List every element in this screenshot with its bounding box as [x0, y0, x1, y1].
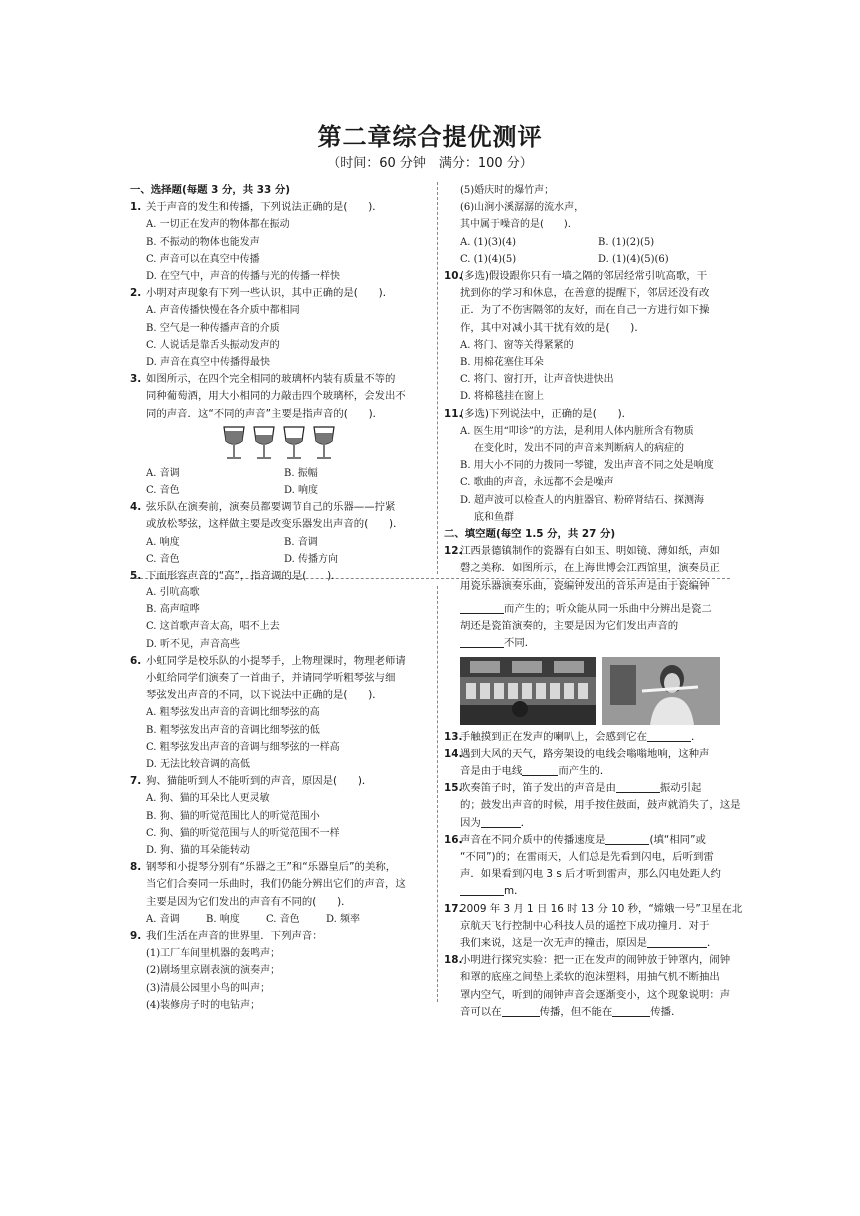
option-c: C. 将门、窗打开，让声音快进快出 — [460, 374, 614, 386]
option-d: D. 狗、猫的耳朵能转动 — [146, 845, 251, 857]
q9-item-3: (3)清晨公园里小鸟的叫声； — [146, 982, 271, 994]
question-stem: 小明对声现象有下列一些认识，其中正确的是( )． — [146, 287, 394, 300]
right-column-bottom — [444, 601, 744, 1021]
question-stem-line: 琴弦发出声音的不同，以下说法中正确的是( )． — [146, 689, 383, 702]
answer-blank[interactable] — [522, 763, 558, 776]
option-b: B. 不振动的物体也能发声 — [146, 236, 260, 248]
option-c: C. 音色 — [266, 913, 300, 925]
q15-tail: ． — [520, 816, 532, 829]
question-number: 13. — [444, 730, 463, 743]
option-c: C. 人说话是靠舌头振动发声的 — [146, 339, 280, 351]
option-d: D. 无法比较音调的高低 — [146, 759, 251, 771]
question-number: 6. — [130, 654, 142, 667]
question-stem-line: 同的声音．这“不同的声音”主要是指声音的( )． — [146, 407, 384, 420]
question-stem-line: 同种葡萄酒，用大小相同的力敲击四个玻璃杯，会发出不 — [146, 390, 406, 403]
flute-player-photo-icon — [602, 657, 720, 725]
question-number: 17. — [444, 902, 463, 915]
column-divider-bottom — [437, 586, 438, 1002]
q9-item-4: (4)装修房子时的电钻声； — [146, 999, 261, 1011]
option-c: C. 这首歌声音太高，唱不上去 — [146, 621, 280, 633]
q15-text-b: 振动引起 — [659, 782, 702, 795]
question-6 — [130, 653, 430, 705]
question-4 — [130, 499, 430, 533]
question-5 — [130, 568, 430, 585]
question-number: 10. — [444, 270, 463, 283]
wine-glasses-figure — [130, 425, 430, 463]
question-7 — [130, 773, 430, 790]
q12-line-5: 胡还是瓷笛演奏的，主要是因为它们发出声音的 — [460, 620, 679, 633]
option-d: D. 声音在真空中传播得最快 — [146, 357, 271, 369]
question-stem-line — [460, 883, 744, 900]
q15-text: 吹奏笛子时，笛子发出的声音是由 — [460, 782, 616, 795]
option-b: B. 用大小不同的力拨同一琴键，发出声音不同之处是响度 — [460, 460, 714, 472]
answer-blank[interactable] — [481, 815, 521, 828]
q16-tail: m． — [504, 885, 525, 898]
question-stem — [460, 729, 744, 746]
question-stem-line: 江西景德镇制作的瓷器有白如玉、明如镜、薄如纸，声如 — [460, 545, 720, 558]
option-b: B. 响度 — [206, 913, 240, 925]
question-number: 16. — [444, 833, 463, 846]
question-stem-line: 遇到大风的天气，路旁架设的电线会嗡嗡地响，这种声 — [460, 747, 710, 760]
question-number: 3. — [130, 373, 142, 386]
question-stem-line: 小虹给同学们演奏了一首曲子，并请同学听粗琴弦与细 — [146, 672, 396, 685]
q18-mid: 传播，但不能在 — [539, 1005, 613, 1018]
left-column-bottom — [130, 584, 430, 1014]
question-1 — [130, 199, 430, 216]
question-stem-line: (多选)假设跟你只有一墙之隔的邻居经常引吭高歌，干 — [460, 270, 708, 283]
option-c: C. 音色 — [146, 553, 180, 565]
q17-text: 我们来说，这是一次无声的撞击，原因是 — [460, 937, 648, 950]
option-b: B. 狗、猫的听觉范围比人的听觉范围小 — [146, 810, 320, 822]
q18-tail: 传播． — [650, 1005, 682, 1018]
question-stem-line: 罩内空气，听到的闹钟声音会逐渐变小，这个现象说明：声 — [460, 988, 731, 1001]
q12-text: 不同． — [504, 637, 536, 650]
porcelain-instruments-photo — [460, 657, 744, 725]
option-d: D. 响度 — [284, 485, 319, 497]
option-d: D. 传播方向 — [284, 553, 339, 565]
question-stem-line: 或放松琴弦，这样做主要是改变乐器发出声音的( )． — [146, 518, 404, 531]
question-16 — [444, 832, 744, 901]
option-d: D. 听不见，声音高些 — [146, 638, 241, 650]
option-a: A. 响度 — [146, 536, 180, 548]
question-stem-line: 的；鼓发出声音的时候，用手按住鼓面，鼓声就消失了，这是 — [460, 799, 741, 812]
question-stem-line: 当它们合奏同一乐曲时，我们仍能分辨出它们的声音，这 — [146, 878, 406, 891]
question-stem-line: 主要是因为它们发出的声音有不同的( )． — [146, 895, 352, 908]
question-stem-line: 2009 年 3 月 1 日 16 时 13 分 10 秒，“嫦娥一号”卫星在北 — [460, 902, 743, 915]
options-row — [444, 234, 744, 251]
question-3 — [130, 371, 430, 423]
chime-photo-icon — [460, 657, 596, 725]
q14-tail: 而产生的． — [558, 765, 611, 778]
option-a: A. 音调 — [146, 467, 180, 479]
question-stem: 关于声音的发生和传播，下列说法正确的是( )． — [146, 201, 383, 214]
option-a-cont: 在变化时，发出不同的声音来判断病人的病症的 — [474, 443, 684, 455]
q12-line-4 — [444, 601, 744, 618]
question-2 — [130, 285, 430, 302]
question-18 — [444, 952, 744, 1021]
question-number: 2. — [130, 287, 142, 300]
question-number: 4. — [130, 501, 142, 514]
question-number: 18. — [444, 954, 463, 967]
question-number: 9. — [130, 930, 142, 943]
option-b: B. (1)(2)(5) — [598, 236, 655, 248]
q16-text-b: (填“相同”或 — [649, 833, 706, 846]
q13-text: 手触摸到正在发声的喇叭上，会感到它在 — [460, 730, 648, 743]
q12-text: 而产生的；听众能从同一乐曲中分辨出是瓷二 — [504, 603, 712, 615]
section-heading-choice: 一、选择题(每题 3 分，共 33 分) — [130, 184, 290, 196]
question-stem-line — [460, 1004, 744, 1021]
option-a: A. 医生用“叩诊”的方法，是利用人体内脏所含有物质 — [460, 425, 694, 437]
answer-blank[interactable] — [502, 1004, 540, 1017]
q9-item-5: (5)婚庆时的爆竹声； — [460, 185, 555, 196]
question-stem-line: 作，其中对减小其干扰有效的是( )． — [460, 321, 645, 334]
question-stem-line: 如图所示，在四个完全相同的玻璃杯内装有质量不等的 — [146, 373, 396, 386]
q9-ask: 其中属于噪音的是( )． — [460, 219, 578, 231]
option-a: A. 粗琴弦发出声音的音调比细琴弦的高 — [146, 707, 320, 719]
question-stem-line: 小虹同学是校乐队的小提琴手，上物理课时，物理老师请 — [146, 654, 406, 667]
q17-tail: ． — [707, 937, 718, 950]
question-13 — [444, 729, 744, 746]
page-title: 第二章综合提优测评 — [317, 123, 543, 151]
question-11 — [444, 406, 744, 423]
section-heading-fill: 二、填空题(每空 1.5 分，共 27 分) — [444, 528, 616, 541]
option-d: D. 超声波可以检查人的内脏器官、粉碎肾结石、探测海 — [460, 494, 705, 506]
question-number: 1. — [130, 201, 142, 214]
question-15 — [444, 780, 744, 832]
answer-blank[interactable] — [616, 780, 660, 793]
options-row — [130, 482, 430, 499]
page-subtitle: （时间：60 分钟 满分：100 分） — [327, 156, 533, 171]
option-a: A. 引吭高歌 — [146, 587, 200, 598]
option-a: A. 狗、猫的耳朵比人更灵敏 — [146, 793, 270, 805]
q9-item-2: (2)剧场里京剧表演的演奏声； — [146, 965, 281, 977]
q9-item-6: (6)山涧小溪潺潺的流水声， — [460, 202, 585, 214]
question-stem-line: 用瓷乐器演奏乐曲，瓷编钟发出的音乐声是由于瓷编钟 — [460, 579, 710, 592]
q16-text: 声音在不同介质中的传播速度是 — [460, 833, 606, 846]
question-stem: 下面形容声音的“高”，指音调的是( )． — [146, 570, 342, 583]
question-stem: 狗、猫能听到人不能听到的声音，原因是( )． — [146, 775, 373, 788]
q13-tail: ． — [691, 730, 702, 743]
option-c: C. 音色 — [146, 485, 180, 497]
question-stem-line — [460, 780, 744, 797]
option-b: B. 音调 — [284, 536, 318, 548]
option-a: A. 音调 — [146, 913, 180, 925]
question-12 — [444, 543, 744, 595]
answer-blank[interactable] — [647, 729, 691, 742]
question-stem-line: 京航天飞行控制中心科技人员的遥控下成功撞月．对于 — [460, 919, 710, 932]
question-stem-line: 扰到你的学习和休息，在善意的提醒下，邻居还没有改 — [460, 287, 710, 300]
q12-line-6 — [444, 635, 744, 652]
option-d-cont: 底和鱼群 — [474, 511, 514, 523]
option-d: D. 将棉毯挂在窗上 — [460, 391, 545, 403]
option-d: D. 在空气中，声音的传播与光的传播一样快 — [146, 271, 341, 283]
question-stem-line: 声．如果看到闪电 3 s 后才听到雷声，那么闪电处距人约 — [460, 868, 721, 881]
question-stem-line: 小明进行探究实验：把一正在发声的闹钟放于钟罩内，闹钟 — [460, 954, 731, 967]
question-number: 5. — [130, 570, 142, 583]
option-b: B. 粗琴弦发出声音的音调比细琴弦的低 — [146, 724, 320, 736]
question-stem-line: 钢琴和小提琴分别有“乐器之王”和“乐器皇后”的美称， — [146, 861, 397, 874]
option-b: B. 高声喧哗 — [146, 604, 200, 616]
answer-blank[interactable] — [647, 935, 707, 948]
column-divider-top — [437, 182, 438, 574]
option-a: A. 声音传播快慢在各介质中都相同 — [146, 305, 300, 317]
wine-glasses-icon — [220, 425, 340, 463]
question-number: 12. — [444, 545, 463, 558]
question-stem-line: 弦乐队在演奏前，演奏员都要调节自己的乐器——拧紧 — [146, 501, 396, 514]
question-10 — [444, 268, 744, 337]
option-c: C. 粗琴弦发出声音的音调与细琴弦的一样高 — [146, 741, 340, 753]
q14-text: 音是由于电线 — [460, 765, 523, 778]
answer-blank[interactable] — [612, 1004, 650, 1017]
option-a: A. 将门、窗等关得紧紧的 — [460, 339, 574, 351]
q18-text: 音可以在 — [460, 1005, 502, 1018]
question-number: 8. — [130, 861, 142, 874]
answer-blank[interactable] — [605, 832, 649, 845]
option-c: C. (1)(4)(5) — [460, 253, 517, 265]
question-17 — [444, 901, 744, 953]
options-row — [130, 465, 430, 482]
question-stem-line: 磬之美称．如图所示，在上海世博会江西馆里，演奏员正 — [460, 562, 720, 575]
left-column-top — [130, 182, 430, 585]
question-number: 11. — [444, 407, 463, 420]
answer-blank[interactable] — [460, 601, 504, 614]
question-stem: (多选)下列说法中，正确的是( )． — [460, 407, 633, 420]
option-d: D. 频率 — [326, 913, 361, 925]
question-number: 14. — [444, 747, 463, 760]
question-number: 7. — [130, 775, 142, 788]
option-c: C. 声音可以在真空中传播 — [146, 253, 260, 265]
question-8 — [130, 859, 430, 911]
right-column-top — [444, 182, 744, 595]
option-b: B. 振幅 — [284, 467, 318, 479]
options-row — [130, 911, 430, 928]
option-c: C. 狗、猫的听觉范围与人的听觉范围不一样 — [146, 827, 340, 839]
options-row — [444, 251, 744, 268]
option-c: C. 歌曲的声音，永远都不会是噪声 — [460, 477, 614, 489]
answer-blank[interactable] — [460, 883, 504, 896]
option-a: A. (1)(3)(4) — [460, 236, 517, 248]
question-stem-line — [460, 815, 744, 832]
question-stem-line: 正．为了不伤害隔邻的友好，而在自己一方进行如下操 — [460, 304, 710, 317]
question-stem-line: 和罩的底座之间垫上柔软的泡沫塑料，用抽气机不断抽出 — [460, 971, 720, 984]
question-stem-line — [460, 763, 744, 780]
option-b: B. 用棉花塞住耳朵 — [460, 357, 544, 369]
question-14 — [444, 746, 744, 780]
option-d: D. (1)(4)(5)(6) — [598, 253, 669, 265]
q15-text-c: 因为 — [460, 816, 481, 829]
options-row — [130, 551, 430, 568]
option-a: A. 一切正在发声的物体都在振动 — [146, 219, 290, 231]
option-b: B. 空气是一种传播声音的介质 — [146, 322, 280, 334]
question-stem-line — [460, 832, 744, 849]
question-stem-line: “不同”)的；在雷雨天，人们总是先看到闪电，后听到雷 — [460, 851, 714, 864]
question-stem-line — [460, 935, 744, 952]
question-stem: 我们生活在声音的世界里．下列声音： — [146, 930, 323, 943]
question-9 — [130, 928, 430, 945]
options-row — [130, 534, 430, 551]
question-number: 15. — [444, 782, 463, 795]
q9-item-1: (1)工厂车间里机器的轰鸣声； — [146, 948, 281, 960]
answer-blank[interactable] — [460, 635, 504, 648]
